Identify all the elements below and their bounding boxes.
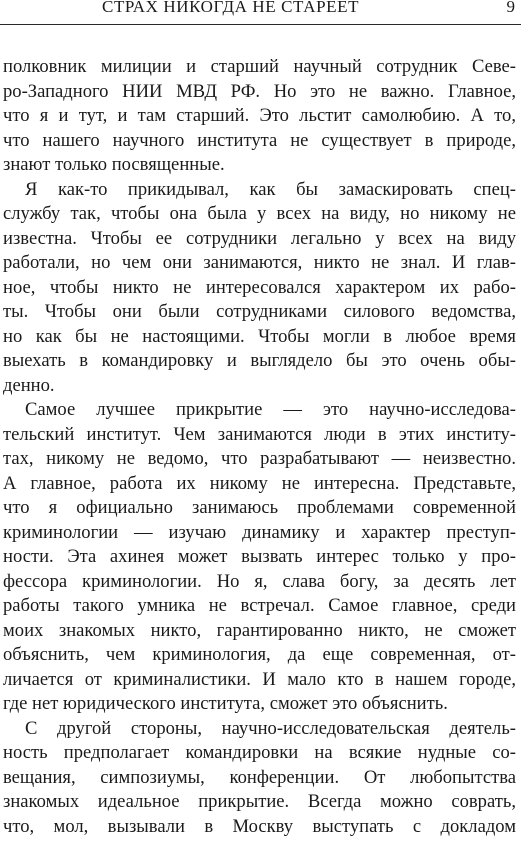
text-line: известна. Чтобы ее сотрудники легально у всех на виду [3, 227, 516, 249]
text-line: Самое лучшее прикрытие — это научно-исследова- [25, 399, 516, 420]
text-line: но как бы не настоящими. Чтобы могли в любое время [3, 325, 516, 347]
page-header [0, 0, 521, 22]
text-line: что я официально занимаюсь проблемами современной [3, 497, 516, 518]
text-line: вещания, симпозиумы, конференции. От любопытства [3, 766, 516, 788]
text-line: ности. Эта ахинея может вызвать интерес только у про- [3, 546, 516, 567]
text-line: моих знакомых никто, гарантированно никто, не сможет [3, 619, 516, 641]
text-line: работали, но чем они занимаются, никто не знал. И глав- [3, 252, 516, 273]
text-line: что, мол, вызывали в Москву выступать с докладом [3, 815, 516, 837]
text-line: тах, никому не ведомо, что разрабатывают — неизвестно. [3, 448, 516, 469]
text-line: С другой стороны, научно-исследовательская деятель- [25, 717, 516, 739]
text-line: А главное, работа их никому не интересна. Представьте, [3, 472, 516, 494]
text-line: что я и тут, и там старший. Это льстит самолюбию. А то, [3, 105, 516, 126]
text-line: фессора криминологии. Но я, слава богу, за десять лет [3, 570, 516, 592]
text-line: объяснить, чем криминология, да еще современная, от- [3, 644, 516, 665]
text-line: что нашего научного института не существует в природе, [3, 129, 516, 151]
text-line: криминологии — изучаю динамику и характер преступ- [3, 521, 516, 543]
text-line: денно. [3, 374, 55, 396]
text-line: работы такого умника не встречал. Самое главное, среди [3, 595, 516, 616]
text-line: ро-Западного НИИ МВД РФ. Но это не важно. Главное, [3, 80, 516, 102]
page-number: 9 [506, 0, 515, 16]
text-line: ное, чтобы никто не интересовался характером их рабо- [3, 276, 516, 298]
body-text [3, 55, 516, 839]
text-line: знакомых идеальное прикрытие. Всегда можно соврать, [3, 791, 516, 812]
text-line: ность предполагает командировки на всякие нудные со- [3, 742, 516, 763]
header-rule [0, 24, 521, 25]
text-line: полковник милиции и старший научный сотрудник Севе- [3, 56, 516, 77]
text-line: выехать в командировку и выглядело бы это очень обы- [3, 350, 516, 371]
text-line: личается от криминалистики. И мало кто в нашем городе, [3, 668, 516, 690]
text-line: где нет юридического института, сможет это объяснить. [3, 693, 448, 714]
text-line: тельский институт. Чем занимаются люди в этих институ- [3, 423, 516, 445]
text-line: знают только посвященные. [3, 154, 225, 175]
text-line: ты. Чтобы они были сотрудниками силового ведомства, [3, 301, 516, 322]
running-title: СТРАХ НИКОГДА НЕ СТАРЕЕТ [102, 0, 360, 16]
text-line: службу так, чтобы она была у всех на виду, но никому не [3, 203, 516, 224]
text-line: Я как-то прикидывал, как бы замаскировать спец- [25, 178, 516, 200]
